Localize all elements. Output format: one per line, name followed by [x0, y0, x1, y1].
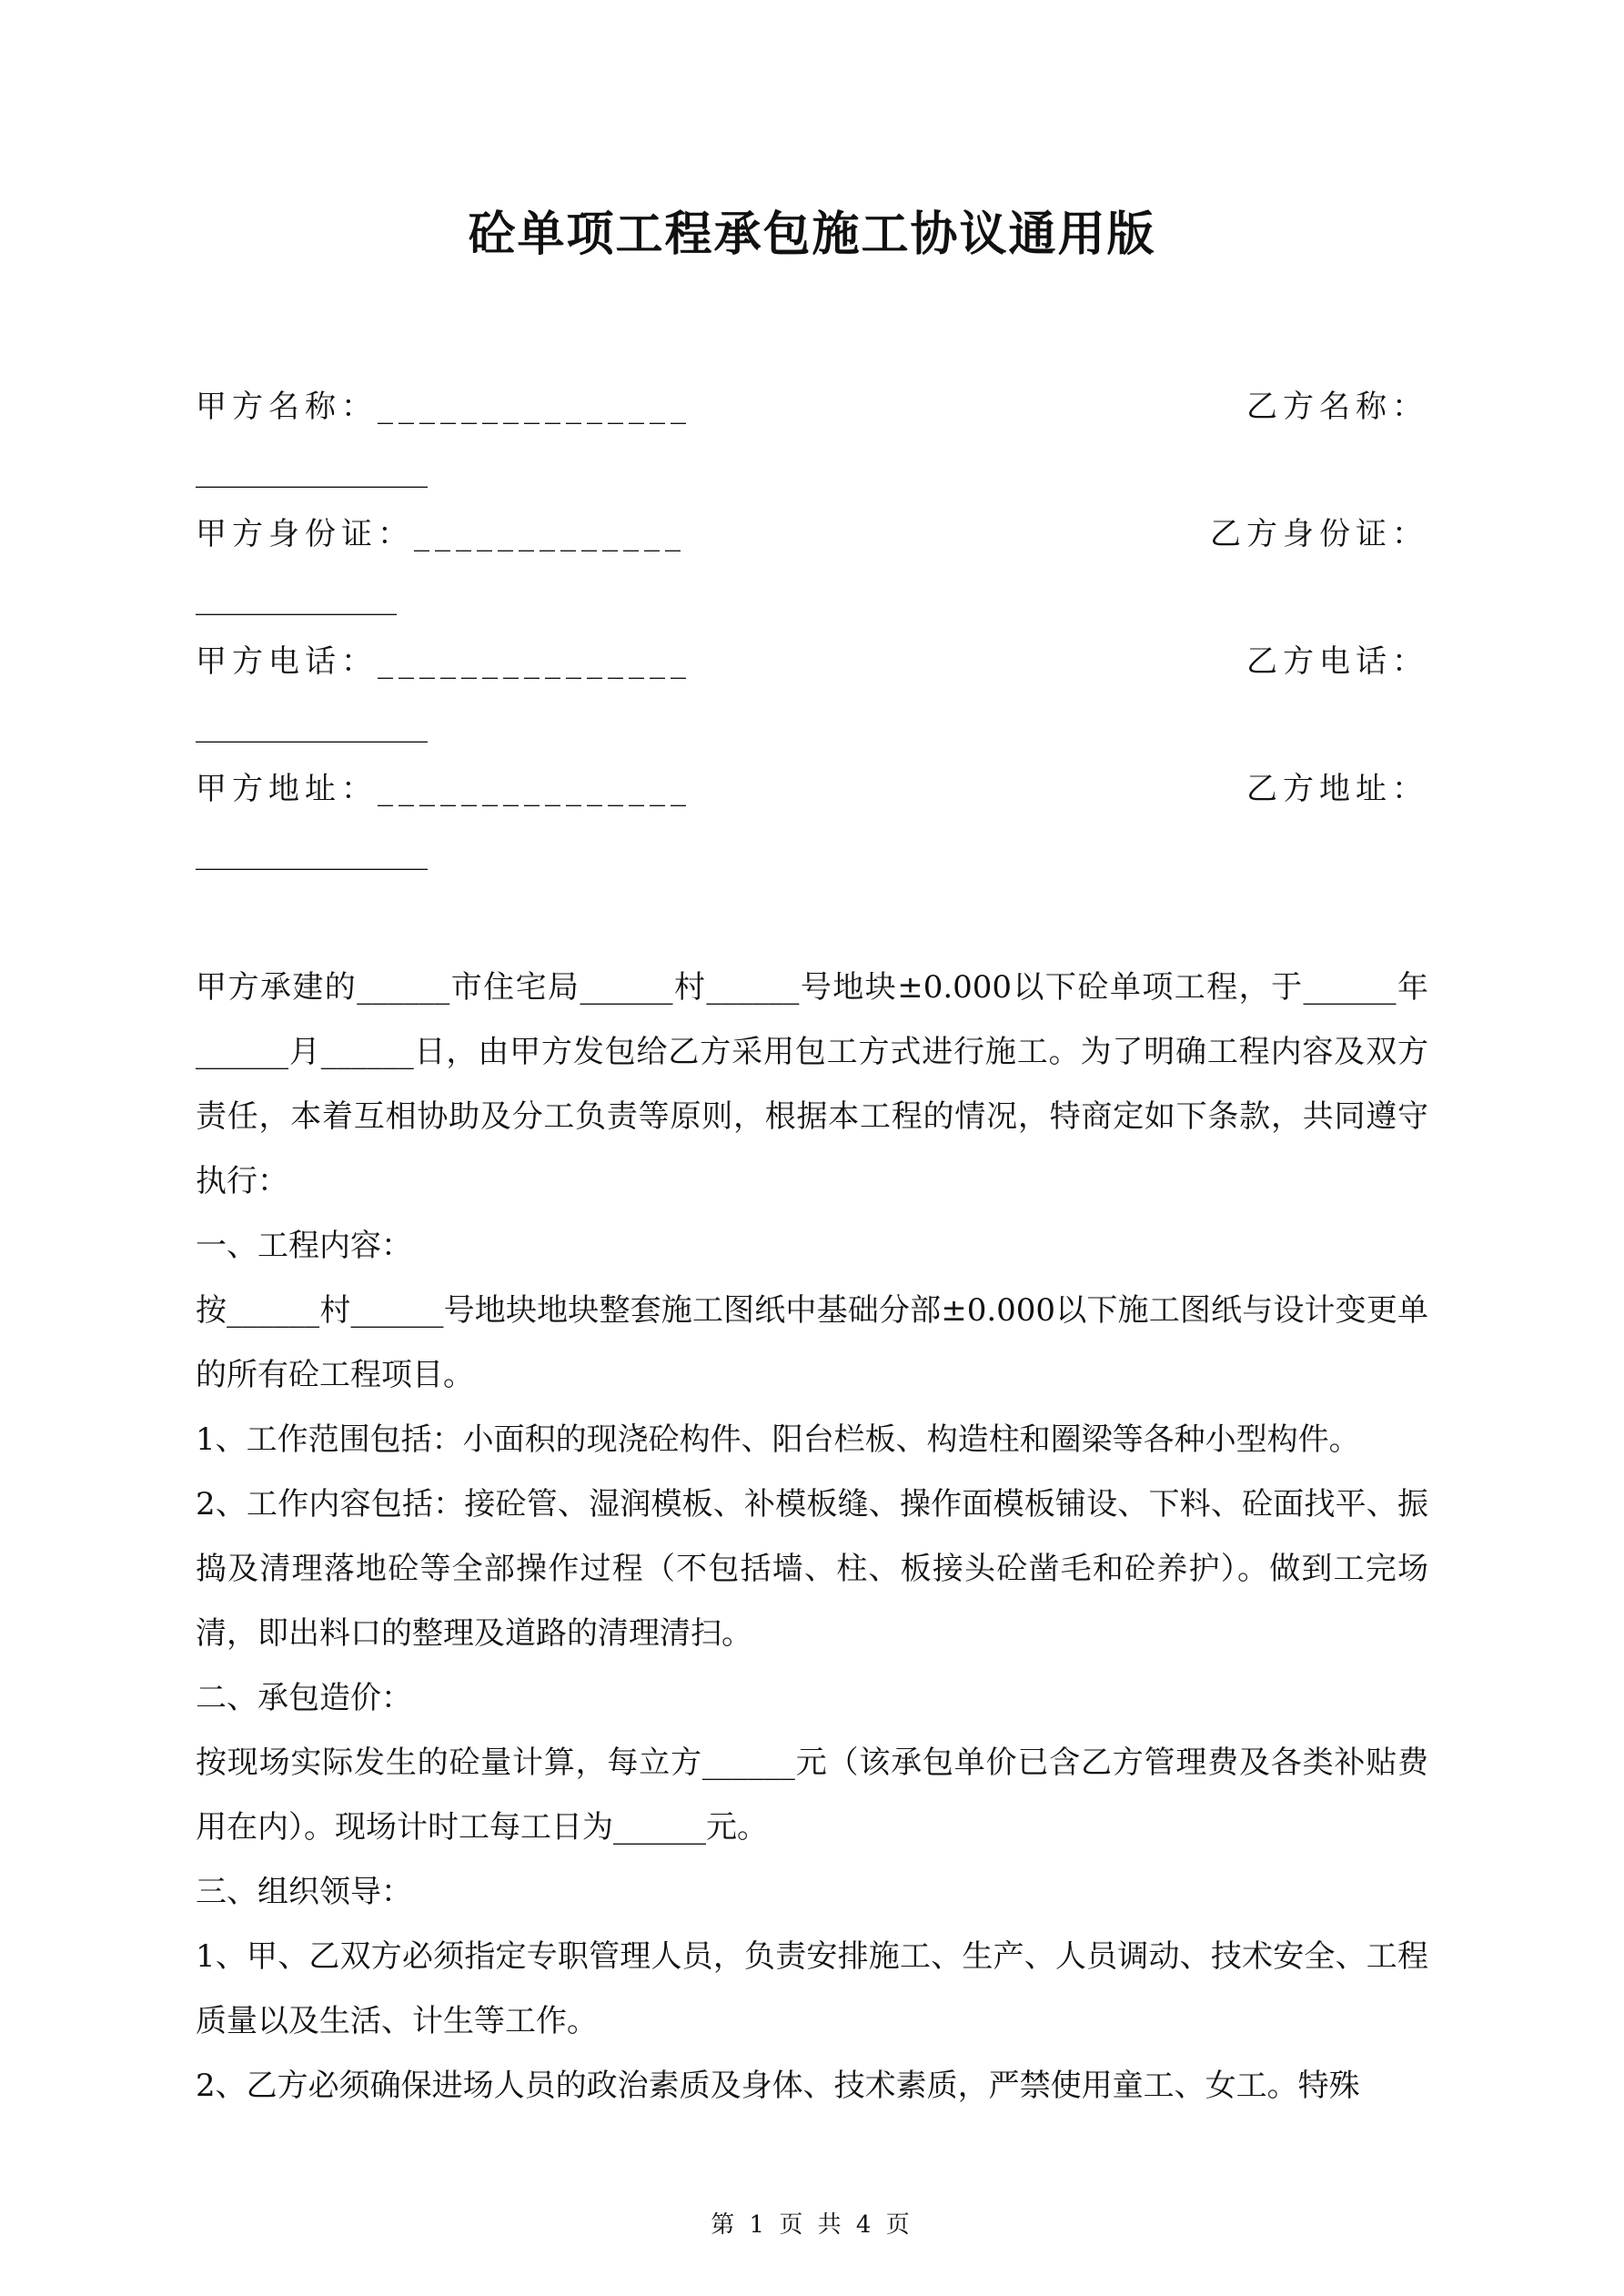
party-a-address-field: 甲方地址：_______________ — [196, 771, 691, 807]
party-row — [196, 757, 1428, 821]
work-tasks-item: 2、工作内容包括：接砼管、湿润模板、补模板缝、操作面模板铺设、下料、砼面找平、振捣及清理落地砼等全部操作过程（不包括墙、柱、板接头砼凿毛和砼养护）。做到工完场清，即出料口的整理及道路的清理清扫。 — [196, 1486, 1428, 1652]
party-a-phone-field: 甲方电话：_______________ — [196, 643, 691, 680]
intro-paragraph: 甲方承建的______市住宅局______村______号地块±0.000以下砼单项工程，于______年______月______日，由甲方发包给乙方采用包工方式进行施工。为了明确工程内容及双方责任，本着互相协助及分工负责等原则，根据本工程的情况，特商定如下条款，共同遵守执行： — [196, 969, 1428, 1199]
organization-item-2: 2、乙方必须确保进场人员的政治素质及身体、技术素质，严禁使用童工、女工。特殊 — [196, 2068, 1360, 2104]
section-heading-organization: 三、组织领导： — [196, 1874, 412, 1910]
contract-body — [196, 956, 1428, 2119]
party-row — [196, 502, 1428, 566]
section-heading-work-content: 一、工程内容： — [196, 1228, 412, 1264]
party-b-phone-blank: _______________ — [196, 707, 428, 743]
section-heading-contract-price: 二、承包造价： — [196, 1680, 412, 1716]
party-b-name-label: 乙方名称： — [1246, 389, 1428, 425]
party-info-id — [196, 502, 1428, 630]
party-b-phone-label: 乙方电话： — [1246, 643, 1428, 680]
party-a-name-field: 甲方名称：_______________ — [196, 389, 691, 425]
party-info-address — [196, 757, 1428, 885]
party-a-id-field: 甲方身份证：_____________ — [196, 516, 686, 552]
work-content-paragraph: 按______村______号地块地块整套施工图纸中基础分部±0.000以下施工图纸与设计变更单的所有砼工程项目。 — [196, 1292, 1428, 1393]
party-row — [196, 630, 1428, 693]
party-b-address-label: 乙方地址： — [1246, 771, 1428, 807]
document-title: 砼单项工程承包施工协议通用版 — [468, 207, 1156, 262]
page-number-footer: 第 1 页 共 4 页 — [711, 2211, 913, 2239]
party-b-address-blank: _______________ — [196, 834, 428, 871]
party-info-name — [196, 375, 1428, 502]
party-row — [196, 375, 1428, 439]
organization-item-1: 1、甲、乙双方必须指定专职管理人员，负责安排施工、生产、人员调动、技术安全、工程质量以及生活、计生等工作。 — [196, 1938, 1428, 2039]
party-info-phone — [196, 630, 1428, 757]
contract-price-paragraph: 按现场实际发生的砼量计算，每立方______元（该承包单价已含乙方管理费及各类补贴费用在内）。现场计时工每工日为______元。 — [196, 1745, 1428, 1846]
work-scope-item: 1、工作范围包括：小面积的现浇砼构件、阳台栏板、构造柱和圈梁等各种小型构件。 — [196, 1421, 1360, 1458]
party-b-id-blank: _____________ — [196, 580, 397, 616]
party-b-id-label: 乙方身份证： — [1210, 516, 1428, 552]
party-b-name-blank: _______________ — [196, 452, 428, 489]
